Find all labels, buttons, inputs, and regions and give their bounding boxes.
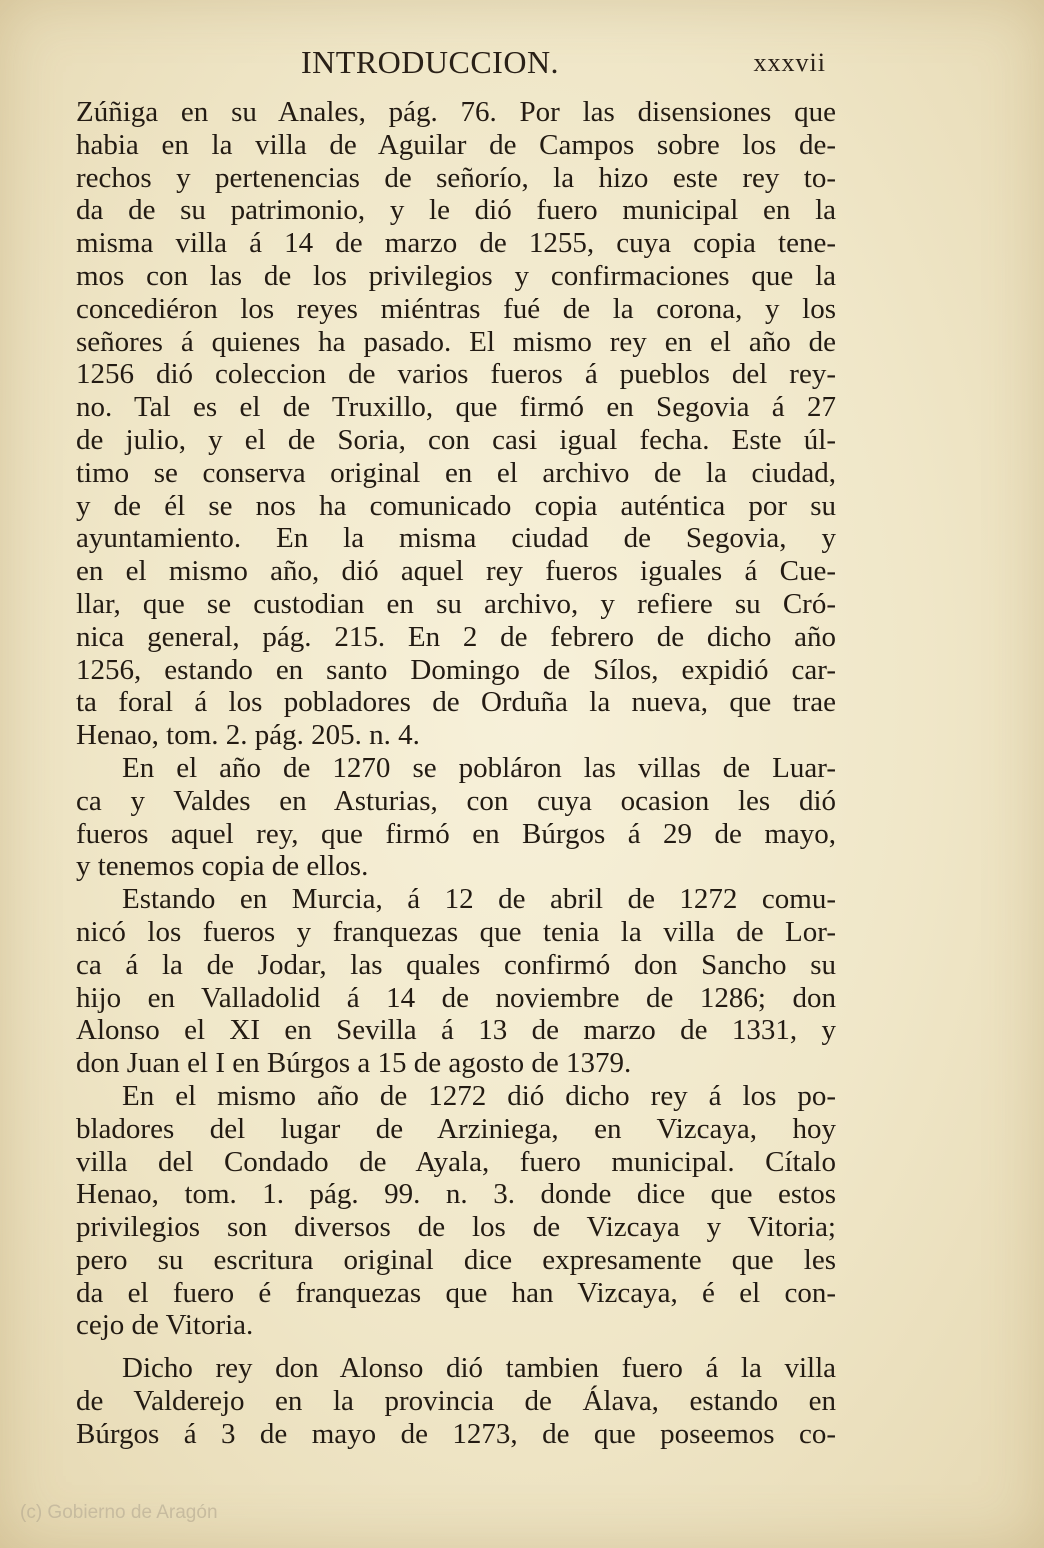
paragraph-gap [76, 1342, 836, 1352]
paragraph-1 [76, 96, 836, 752]
text-line: da de su patrimonio, y le dió fuero municipal en la [76, 194, 836, 227]
copyright-watermark: (c) Gobierno de Aragón [20, 1502, 218, 1523]
text-line: hijo en Valladolid á 14 de noviembre de 1286; don [76, 981, 836, 1014]
text-line: concediéron los reyes miéntras fué de la corona, y los [76, 292, 836, 325]
text-line: nicó los fueros y franquezas que tenia la villa de Lor- [76, 915, 836, 948]
text-line: ca y Valdes en Asturias, con cuya ocasion les dió [76, 784, 836, 817]
text-line: Henao, tom. 1. pág. 99. n. 3. donde dice que estos [76, 1178, 836, 1211]
text-line: ca á la de Jodar, las quales confirmó don Sancho su [76, 948, 836, 981]
text-line: privilegios son diversos de los de Vizcaya y Vitoria; [76, 1211, 836, 1244]
text-line: Estando en Murcia, á 12 de abril de 1272 comu- [122, 883, 836, 916]
paragraph-5 [76, 1352, 836, 1450]
text-line: don Juan el I en Búrgos a 15 de agosto de 1379. [76, 1047, 632, 1080]
text-line: habia en la villa de Aguilar de Campos sobre los de- [76, 128, 836, 161]
text-line: señores á quienes ha pasado. El mismo rey en el año de [76, 325, 836, 358]
text-line: villa del Condado de Ayala, fuero municipal. Cítalo [76, 1145, 836, 1178]
text-line: pero su escritura original dice expresamente que les [76, 1243, 836, 1276]
text-line: llar, que se custodian en su archivo, y refiere su Cró- [76, 587, 836, 620]
text-line: cejo de Vitoria. [76, 1309, 254, 1342]
text-line: y de él se nos ha comunicado copia auténtica por su [76, 489, 836, 522]
body-text [76, 96, 836, 1451]
text-line: fueros aquel rey, que firmó en Búrgos á 29 de mayo, [76, 817, 836, 850]
text-line: Dicho rey don Alonso dió tambien fuero á la villa [122, 1352, 836, 1385]
page-number: xxxvii [753, 48, 826, 77]
text-line: ta foral á los pobladores de Orduña la nueva, que trae [76, 686, 836, 719]
text-line: mos con las de los privilegios y confirmaciones que la [76, 259, 836, 292]
paragraph-4 [76, 1080, 836, 1342]
text-line: Alonso el XI en Sevilla á 13 de marzo de 1331, y [76, 1014, 836, 1047]
text-line: bladores del lugar de Arziniega, en Vizcaya, hoy [76, 1112, 836, 1145]
text-line: 1256 dió coleccion de varios fueros á pueblos del rey- [76, 358, 836, 391]
text-line: nica general, pág. 215. En 2 de febrero de dicho año [76, 620, 836, 653]
text-line: de julio, y el de Soria, con casi igual fecha. Este úl- [76, 423, 836, 456]
text-line: En el año de 1270 se pobláron las villas de Luar- [122, 751, 836, 784]
text-line: en el mismo año, dió aquel rey fueros iguales á Cue- [76, 555, 836, 588]
text-line: misma villa á 14 de marzo de 1255, cuya copia tene- [76, 227, 836, 260]
paragraph-2 [76, 752, 836, 883]
paragraph-3 [76, 883, 836, 1080]
text-line: no. Tal es el de Truxillo, que firmó en Segovia á 27 [76, 391, 836, 424]
running-head [76, 44, 836, 88]
text-line: Henao, tom. 2. pág. 205. n. 4. [76, 719, 420, 752]
text-line: 1256, estando en santo Domingo de Sílos, expidió car- [76, 653, 836, 686]
text-line: ayuntamiento. En la misma ciudad de Segovia, y [76, 522, 836, 555]
text-line: rechos y pertenencias de señorío, la hizo este rey to- [76, 161, 836, 194]
text-line: timo se conserva original en el archivo de la ciudad, [76, 456, 836, 489]
text-line: de Valderejo en la provincia de Álava, estando en [76, 1385, 836, 1418]
running-title: INTRODUCCION. [301, 44, 560, 80]
text-line: Zúñiga en su Anales, pág. 76. Por las disensiones que [76, 96, 836, 128]
text-line: y tenemos copia de ellos. [76, 850, 369, 883]
text-line: En el mismo año de 1272 dió dicho rey á los po- [122, 1079, 836, 1112]
text-line: Búrgos á 3 de mayo de 1273, de que poseemos co- [76, 1417, 836, 1450]
text-line: da el fuero é franquezas que han Vizcaya, é el con- [76, 1276, 836, 1309]
